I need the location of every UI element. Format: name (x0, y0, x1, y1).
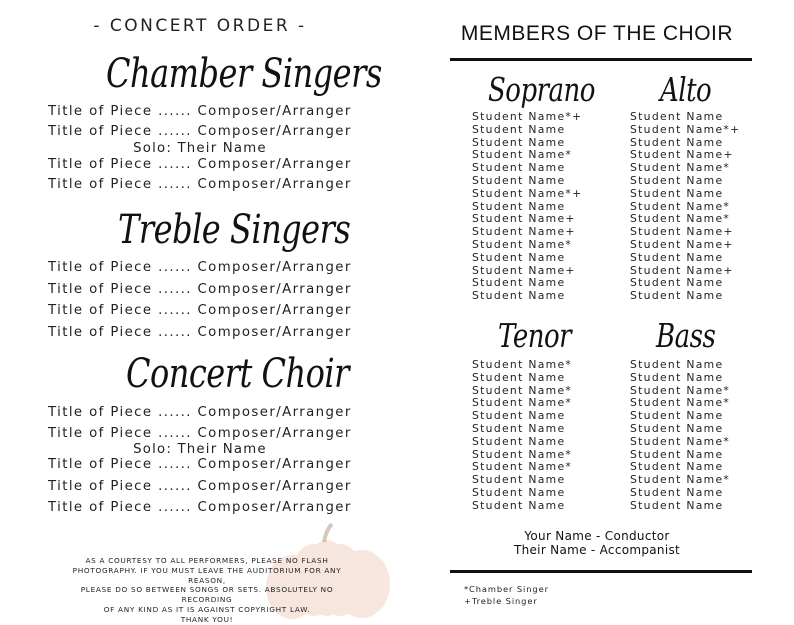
legend-chamber: *Chamber Singer (464, 584, 549, 594)
student-name: Student Name+ (630, 237, 734, 251)
student-name: Student Name (630, 498, 724, 512)
student-name: Student Name* (472, 148, 573, 162)
soprano-heading: Soprano (488, 72, 595, 110)
courtesy-line: OF ANY KIND AS IT IS AGAINST COPYRIGHT LAW. (103, 604, 311, 614)
bottom-divider (450, 570, 752, 573)
soprano-list (472, 111, 582, 303)
program-piece: Title of Piece ...... Composer/Arranger (48, 500, 352, 515)
program-piece: Title of Piece ...... Composer/Arranger (48, 157, 352, 172)
student-name: Student Name* (630, 473, 731, 487)
student-name: Student Name (472, 173, 566, 187)
student-name: Student Name (630, 289, 724, 303)
student-name: Student Name (472, 485, 566, 499)
student-name: Student Name (472, 409, 566, 423)
tenor-heading: Tenor (498, 318, 572, 356)
alto-list (630, 111, 740, 303)
courtesy-note (62, 556, 352, 625)
student-name: Student Name (472, 250, 566, 264)
student-name: Student Name* (630, 383, 731, 397)
student-name: Student Name (630, 409, 724, 423)
student-name: Student Name (472, 370, 566, 384)
alto-heading: Alto (660, 72, 712, 110)
program-piece: Title of Piece ...... Composer/Arranger (48, 282, 352, 297)
student-name: Student Name (472, 161, 566, 175)
student-name: Student Name (630, 110, 724, 123)
members-title: MEMBERS OF THE CHOIR (460, 22, 734, 45)
courtesy-line: THANK YOU! (180, 614, 234, 624)
student-name: Student Name* (630, 434, 731, 448)
top-divider (450, 58, 752, 61)
student-name: Student Name+ (472, 225, 576, 239)
student-name: Student Name* (630, 396, 731, 410)
student-name: Student Name* (472, 447, 573, 461)
student-name: Student Name* (630, 212, 731, 226)
bass-list (630, 359, 730, 513)
student-name: Student Name* (472, 383, 573, 397)
program-piece: Title of Piece ...... Composer/Arranger (48, 177, 352, 192)
student-name: Student Name (472, 122, 566, 136)
conductor-credit: Your Name - Conductor (524, 529, 670, 543)
student-name: Student Name (630, 370, 724, 384)
courtesy-line: AS A COURTESY TO ALL PERFORMERS, PLEASE NO FLASH (85, 556, 329, 565)
courtesy-line: PHOTOGRAPHY. IF YOU MUST LEAVE THE AUDITORIUM FOR ANY REASON, (72, 565, 342, 585)
student-name: Student Name (630, 421, 724, 435)
student-name: Student Name* (630, 161, 731, 175)
student-name: Student Name+ (630, 225, 734, 239)
concert-choir-heading: Concert Choir (126, 349, 349, 397)
student-name: Student Name*+ (472, 186, 583, 200)
student-name: Student Name+ (630, 263, 734, 277)
solo-credit: Solo: Their Name (133, 141, 267, 156)
student-name: Student Name (630, 173, 724, 187)
concert-order-title: - CONCERT ORDER - (93, 16, 307, 36)
student-name: Student Name (630, 250, 724, 264)
student-name: Student Name* (472, 396, 573, 410)
program-piece: Title of Piece ...... Composer/Arranger (48, 104, 352, 119)
student-name: Student Name (630, 485, 724, 499)
student-name: Student Name (472, 421, 566, 435)
student-name: Student Name (630, 358, 724, 371)
members-panel (400, 0, 794, 613)
student-name: Student Name+ (472, 263, 576, 277)
legend-treble: +Treble Singer (464, 596, 538, 606)
program-piece: Title of Piece ...... Composer/Arranger (48, 457, 352, 472)
student-name: Student Name (472, 498, 566, 512)
student-name: Student Name+ (472, 212, 576, 226)
program-piece: Title of Piece ...... Composer/Arranger (48, 303, 352, 318)
program-piece: Title of Piece ...... Composer/Arranger (48, 405, 352, 420)
student-name: Student Name (472, 289, 566, 303)
student-name: Student Name (472, 434, 566, 448)
student-name: Student Name*+ (630, 122, 741, 136)
student-name: Student Name* (472, 237, 573, 251)
student-name: Student Name (630, 135, 724, 149)
program-piece: Title of Piece ...... Composer/Arranger (48, 260, 352, 275)
program-piece: Title of Piece ...... Composer/Arranger (48, 325, 352, 340)
student-name: Student Name* (630, 199, 731, 213)
courtesy-line: PLEASE DO SO BETWEEN SONGS OR SETS. ABSOLUTELY NO RECORDING (80, 585, 334, 605)
student-name: Student Name (472, 473, 566, 487)
student-name: Student Name (630, 460, 724, 474)
solo-credit: Solo: Their Name (133, 442, 267, 457)
student-name: Student Name* (472, 460, 573, 474)
student-name: Student Name (630, 447, 724, 461)
accompanist-credit: Their Name - Accompanist (513, 543, 681, 557)
bass-heading: Bass (656, 318, 716, 356)
treble-singers-heading: Treble Singers (118, 205, 351, 253)
student-name: Student Name+ (630, 148, 734, 162)
program-piece: Title of Piece ...... Composer/Arranger (48, 426, 352, 441)
student-name: Student Name (630, 276, 724, 290)
program-piece: Title of Piece ...... Composer/Arranger (48, 479, 352, 494)
student-name: Student Name (472, 199, 566, 213)
student-name: Student Name (472, 276, 566, 290)
tenor-list (472, 359, 572, 513)
student-name: Student Name (472, 135, 566, 149)
chamber-singers-heading: Chamber Singers (106, 49, 382, 97)
student-name: Student Name (630, 186, 724, 200)
student-name: Student Name*+ (472, 110, 583, 123)
student-name: Student Name* (472, 358, 573, 371)
program-piece: Title of Piece ...... Composer/Arranger (48, 124, 352, 139)
